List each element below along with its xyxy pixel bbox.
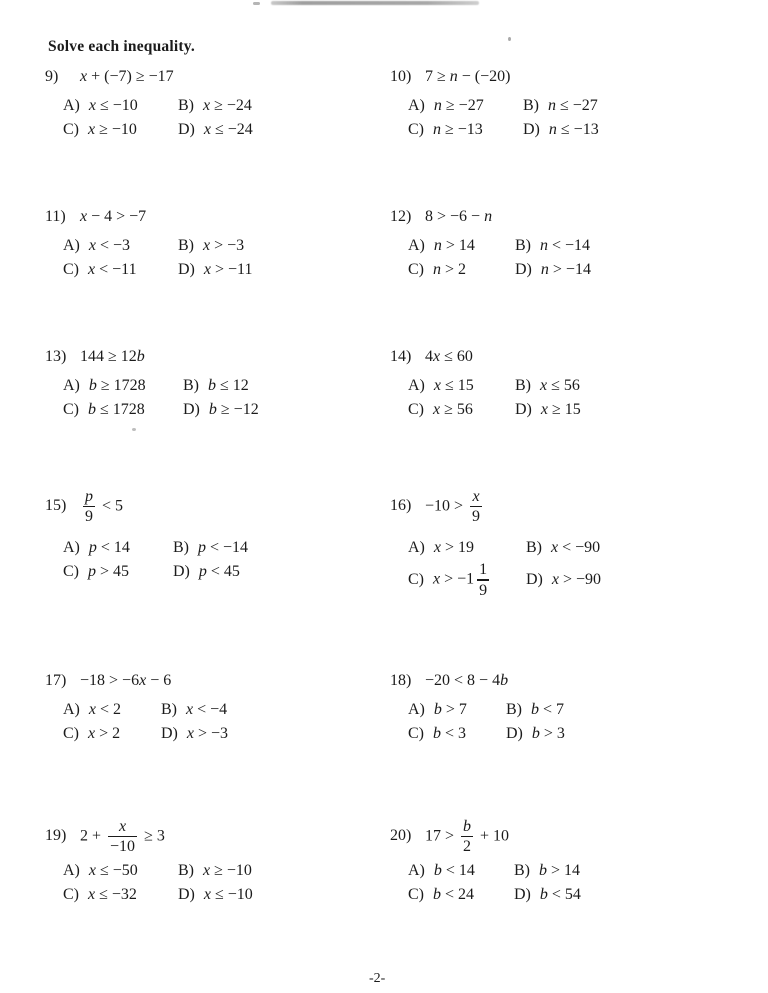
answer-option [178,860,253,882]
option-label: A) [63,377,80,394]
answer-option [178,95,253,117]
fraction: $\frac{x}{-10}$ [110,818,136,856]
answer-option [408,537,526,559]
option-label: D) [178,261,195,278]
option-label: A) [408,97,425,114]
answer-options [63,95,253,141]
option-label: D) [526,571,543,589]
option-label: B) [173,539,189,557]
option-value: b > 3 [531,725,565,742]
option-label: A) [408,539,425,557]
option-label: B) [514,862,530,880]
option-value: x ≥ 56 [433,401,473,418]
option-value: b < 24 [433,886,475,904]
option-value: p < 45 [198,563,240,581]
scan-artifact-dot [132,428,136,431]
answer-option [63,119,178,141]
problem-11 [45,206,252,281]
answer-options [408,375,581,421]
option-value: n < −14 [540,237,591,254]
problem-statement [45,66,253,88]
option-value: x ≤ 56 [540,377,580,394]
option-label: C) [63,401,79,418]
answer-option [63,537,173,559]
option-label: D) [161,725,178,742]
option-label: C) [408,121,424,138]
answer-options [63,375,259,421]
option-value: b < 14 [433,862,475,880]
option-label: B) [526,539,542,557]
answer-option [526,569,601,591]
problem-expression: 7 ≥ n − (−20) [425,68,511,85]
answer-option [408,699,506,721]
option-value: x > 19 [433,539,475,557]
instruction-heading: Solve each inequality. [48,38,195,55]
option-value: p > 45 [88,563,130,581]
answer-option [408,561,526,598]
option-value: x < −4 [186,701,228,718]
option-label: C) [408,725,424,742]
problem-statement [390,206,591,228]
option-value: b ≤ 1728 [88,401,145,418]
problem-14 [390,346,581,421]
problem-statement [390,670,565,692]
option-label: C) [408,886,424,904]
option-value: n ≤ −27 [548,97,598,114]
problem-20 [390,818,581,906]
answer-option [408,860,514,882]
option-value: b < 54 [539,886,581,904]
option-value: b > 7 [433,701,467,718]
problem-number: 9) [45,68,59,85]
option-label: A) [408,701,425,718]
option-value: x > −90 [551,571,602,589]
answer-option [178,235,252,257]
option-label: D) [178,886,195,904]
problem-number: 17) [45,672,67,689]
problem-expression: −20 < 8 − 4b [425,672,509,689]
answer-option [63,399,183,421]
answer-option [408,884,514,906]
fraction: $\frac{b}{2}$ [463,818,472,856]
problem-number: 10) [390,68,412,85]
problem-expression: $\frac{p}{9}$ < 5 [85,488,124,526]
answer-options [63,537,248,583]
answer-option [178,884,253,906]
option-label: B) [178,862,194,880]
answer-option [408,95,523,117]
answer-options [63,860,253,906]
option-label: D) [515,261,532,278]
fraction: $\frac{p}{9}$ [85,488,93,526]
problem-number: 20) [390,827,412,845]
problem-expression: 2 + $\frac{x}{-10}$ ≥ 3 [80,818,165,856]
option-value: x ≤ −24 [203,121,253,138]
option-value: n ≤ −13 [548,121,599,138]
answer-option [408,399,515,421]
answer-option [173,537,248,559]
option-value: b < 3 [433,725,467,742]
answer-option [408,375,515,397]
option-value: n > −14 [540,261,591,278]
option-value: b > 14 [539,862,581,880]
answer-options [63,699,228,745]
option-value: x ≥ −10 [203,862,252,880]
option-label: B) [515,377,531,394]
problem-statement [45,670,228,692]
answer-option [63,259,178,281]
scan-artifact-streak [271,1,479,5]
option-value: x > 2 [88,725,121,742]
answer-options [408,95,599,141]
problem-expression: 17 > $\frac{b}{2}$ + 10 [425,818,510,856]
option-value: x ≤ −32 [88,886,137,904]
problem-statement [390,818,581,855]
option-value: n > 14 [433,237,475,254]
option-label: D) [178,121,195,138]
answer-option [515,399,581,421]
answer-options [408,537,601,598]
option-value: b ≤ 12 [208,377,249,394]
answer-option [63,860,178,882]
answer-option [515,375,581,397]
option-value: n ≥ −27 [433,97,484,114]
problem-number: 12) [390,208,412,225]
answer-option [523,119,599,141]
problem-9 [45,66,253,141]
problem-10 [390,66,599,141]
option-label: D) [506,725,523,742]
problem-15 [45,488,248,583]
answer-option [526,537,601,559]
problem-16 [390,488,601,599]
problem-number: 18) [390,672,412,689]
answer-option [178,119,253,141]
answer-option [183,399,259,421]
problem-statement [390,66,599,88]
option-value: x > −3 [186,725,229,742]
option-label: B) [178,97,194,114]
option-label: D) [183,401,200,418]
option-label: D) [523,121,540,138]
option-value: b < 7 [531,701,565,718]
answer-option [63,375,183,397]
option-value: x > −1 $\frac{1}{9}$ [433,561,488,599]
option-label: C) [408,261,424,278]
option-value: b ≥ −12 [208,401,259,418]
option-value: b ≥ 1728 [88,377,146,394]
option-value: x ≥ 15 [540,401,581,418]
problem-13 [45,346,259,421]
answer-option [408,259,515,281]
problem-expression: −18 > −6x − 6 [80,672,172,689]
answer-option [408,119,523,141]
option-label: A) [63,97,80,114]
option-label: B) [161,701,177,718]
problem-number: 13) [45,348,67,365]
answer-option [515,235,591,257]
option-label: B) [515,237,531,254]
option-value: x < −11 [88,261,137,278]
option-label: B) [183,377,199,394]
option-label: C) [63,563,79,581]
problem-number: 15) [45,497,67,515]
problem-expression: 144 ≥ 12b [80,348,145,365]
option-label: D) [173,563,190,581]
option-label: A) [63,862,80,880]
answer-option [173,561,248,583]
problem-statement [45,206,252,228]
option-value: n > 2 [433,261,467,278]
problem-12 [390,206,591,281]
answer-option [63,723,161,745]
answer-option [408,723,506,745]
problem-number: 19) [45,827,67,845]
option-label: A) [63,701,80,718]
problem-statement [45,346,259,368]
problem-expression: −10 > $\frac{x}{9}$ [425,488,481,526]
problem-expression: x + (−7) ≥ −17 [80,68,174,85]
option-label: C) [63,261,79,278]
option-value: x > −11 [203,261,253,278]
answer-option [506,723,565,745]
problem-statement [45,488,248,525]
option-label: B) [178,237,194,254]
option-value: x ≤ −10 [203,886,253,904]
option-value: x ≤ −10 [88,97,138,114]
scan-artifact-tick [253,2,260,5]
option-value: n ≥ −13 [433,121,483,138]
option-label: B) [506,701,522,718]
option-label: C) [63,725,79,742]
answer-options [408,235,591,281]
problem-expression: x − 4 > −7 [80,208,147,225]
option-label: C) [408,570,424,588]
answer-options [63,235,252,281]
fraction: $\frac{1}{9}$ [479,561,488,599]
option-label: C) [63,886,79,904]
option-value: x ≥ −24 [203,97,252,114]
answer-option [408,235,515,257]
answer-option [183,375,259,397]
problem-number: 11) [45,208,66,225]
answer-option [161,723,228,745]
page-number: -2- [369,971,386,986]
problem-statement [45,818,253,855]
problem-number: 16) [390,497,412,515]
answer-option [506,699,565,721]
option-value: x ≥ −10 [88,121,137,138]
option-value: x < −90 [551,539,601,557]
scan-artifact-dot [508,37,511,41]
option-value: p < 14 [88,539,130,557]
option-value: x ≤ −50 [88,862,138,880]
answer-option [514,884,581,906]
problem-expression: 4x ≤ 60 [425,348,473,365]
answer-option [514,860,581,882]
option-label: D) [514,886,531,904]
answer-option [63,699,161,721]
problem-statement [390,488,601,525]
option-label: A) [63,237,80,254]
option-label: C) [408,401,424,418]
option-label: D) [515,401,532,418]
problem-number: 14) [390,348,412,365]
problem-18 [390,670,565,745]
answer-option [161,699,228,721]
answer-option [63,884,178,906]
answer-option [63,235,178,257]
option-value: x > −3 [203,237,245,254]
problem-17 [45,670,228,745]
answer-option [515,259,591,281]
option-value: x < −3 [88,237,131,254]
answer-option [523,95,599,117]
option-label: A) [408,862,425,880]
option-value: p < −14 [198,539,249,557]
problem-19 [45,818,253,906]
answer-option [63,95,178,117]
answer-options [408,860,581,906]
option-label: C) [63,121,79,138]
answer-option [63,561,173,583]
answer-options [408,699,565,745]
option-label: A) [408,377,425,394]
fraction: $\frac{x}{9}$ [472,488,481,526]
option-label: B) [523,97,539,114]
option-label: A) [408,237,425,254]
option-label: A) [63,539,80,557]
problem-statement [390,346,581,368]
answer-option [178,259,252,281]
option-value: x < 2 [88,701,122,718]
problem-expression: 8 > −6 − n [425,208,493,225]
option-value: x ≤ 15 [433,377,474,394]
